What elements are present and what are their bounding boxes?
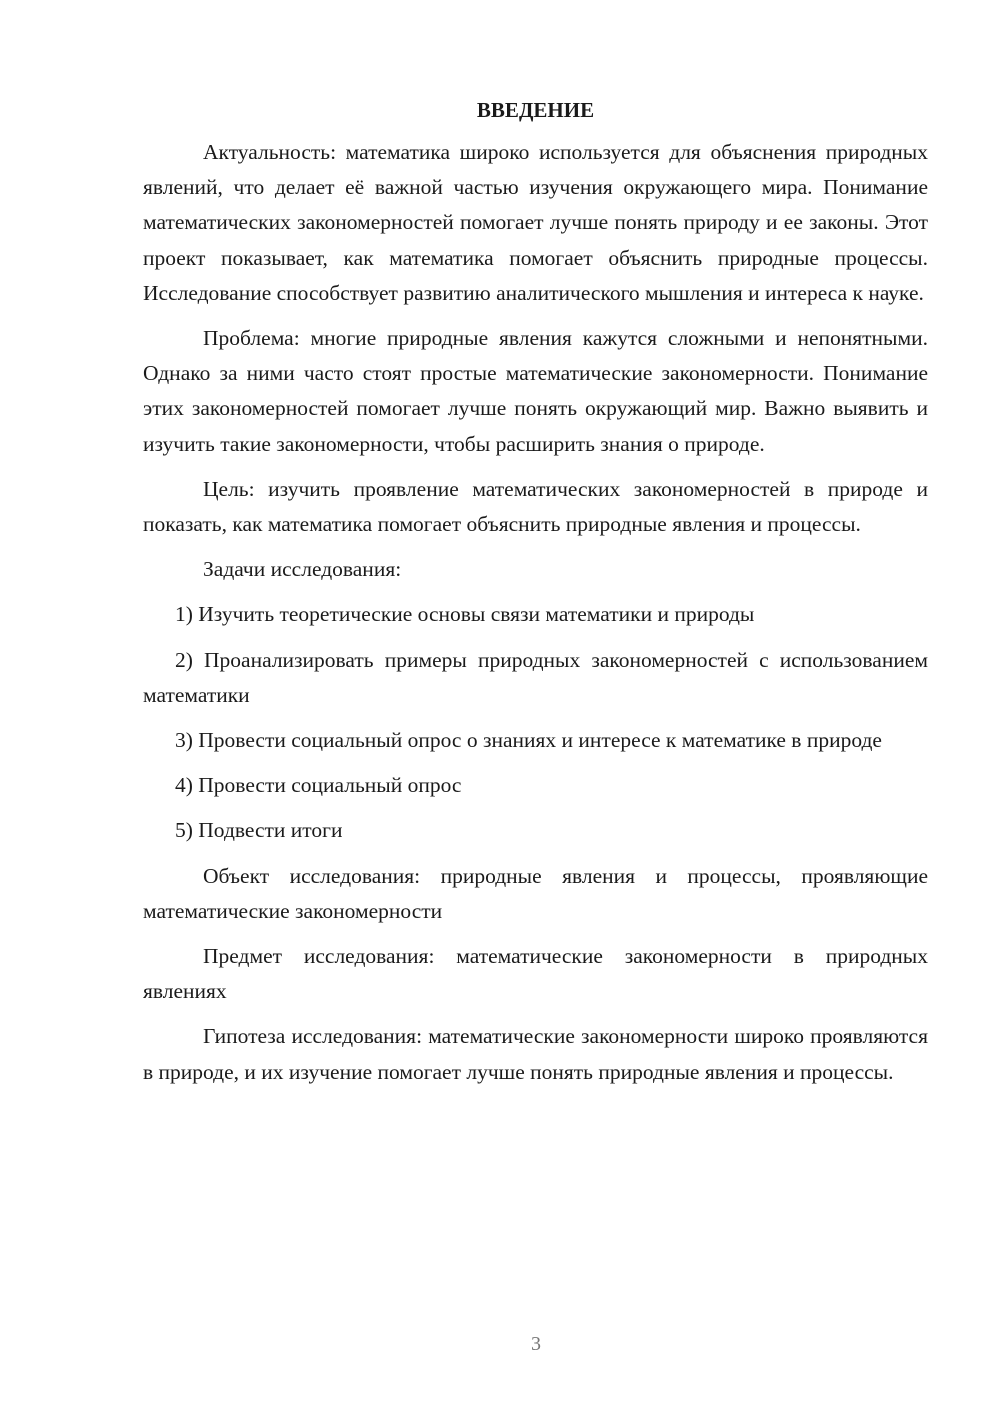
page-title: ВВЕДЕНИЕ	[476, 98, 595, 122]
problem-paragraph: Проблема: многие природные явления кажутся сложными и непонятными. Однако за ними часто стоят простые математические закономерности. Понимание этих закономерностей помогает лучше понять окружающий мир. Важно выявить и изучить такие закономерности, чтобы расширить знания о природе.	[143, 326, 928, 456]
document-page	[143, 95, 928, 1100]
tasks-heading: Задачи исследования:	[203, 557, 402, 582]
task-item-1: 1) Изучить теоретические основы связи математики и природы	[175, 602, 755, 627]
page-number: 3	[531, 1333, 541, 1355]
task-item-2: 2) Проанализировать примеры природных закономерностей с использованием математики	[143, 647, 928, 707]
goal-paragraph: Цель: изучить проявление математических закономерностей в природе и показать, как математика помогает объяснить природные явления и процессы.	[143, 476, 928, 537]
object-paragraph: Объект исследования: природные явления и процессы, проявляющие математические закономерности	[143, 863, 928, 923]
subject-paragraph: Предмет исследования: математические закономерности в природных явлениях	[143, 944, 928, 1004]
task-item-5: 5) Подвести итоги	[175, 818, 343, 843]
task-item-4: 4) Провести социальный опрос	[175, 773, 462, 798]
hypothesis-paragraph: Гипотеза исследования: математические закономерности широко проявляются в природе, и их изучение помогает лучше понять природные явления и процессы.	[143, 1024, 928, 1084]
task-item-3: 3) Провести социальный опрос о знаниях и интересе к математике в природе	[175, 728, 882, 753]
relevance-paragraph: Актуальность: математика широко используется для объяснения природных явлений, что делает её важной частью изучения окружающего мира. Понимание математических закономерностей помогает лучше понять природу и ее законы. Этот проект показывает, как математика помогает объяснить природные процессы. Исследование способствует развитию аналитического мышления и интереса к науке.	[143, 140, 928, 305]
